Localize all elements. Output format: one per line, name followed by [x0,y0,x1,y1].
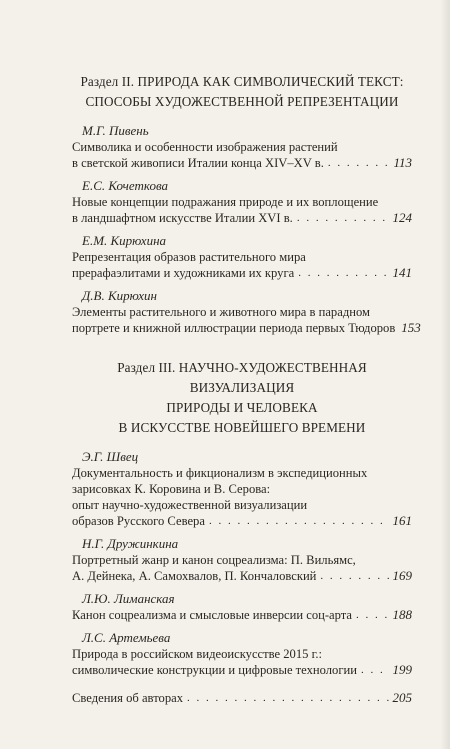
dot-leader [356,607,388,623]
entry-title-last-line [72,568,412,584]
entry-page-number: 199 [392,662,412,677]
entry-title-line: опыт научно-художественной визуализации [72,498,308,512]
entry-page-number: 188 [392,607,412,622]
entry-author: М.Г. Пивень [82,123,149,138]
entry-page-number: 113 [393,155,412,170]
section-2-subtitle: СПОСОБЫ ХУДОЖЕСТВЕННОЙ РЕПРЕЗЕНТАЦИИ [85,94,399,109]
toc-entry[interactable] [72,177,412,226]
section-3-subtitle-2: В ИСКУССТВЕ НОВЕЙШЕГО ВРЕМЕНИ [118,420,366,435]
entry-title-text: образов Русского Севера [72,514,205,528]
entry-title-line: зарисовках К. Коровина и В. Серова: [72,482,271,496]
section-3-entries [72,448,412,678]
entry-title-last-line [72,155,412,171]
entry-author: Е.С. Кочеткова [82,178,168,193]
entry-author: Н.Г. Дружинкина [82,536,179,551]
authors-info-page: 205 [392,690,412,705]
section-3-title: Раздел III. НАУЧНО-ХУДОЖЕСТВЕННАЯ ВИЗУАЛИЗАЦИЯ [117,360,367,395]
entry-title-last-line [72,210,412,226]
page-edge-shadow [440,0,450,749]
entry-page-number: 124 [392,210,412,225]
entry-author: Е.М. Кирюхина [82,233,167,248]
section-2-title: Раздел II. ПРИРОДА КАК СИМВОЛИЧЕСКИЙ ТЕКСТ: [80,74,404,89]
dot-leader [298,265,388,281]
entry-title-line: Новые концепции подражания природе и их воплощение [72,195,379,209]
entry-page-number: 141 [392,265,412,280]
entry-page-number: 169 [392,568,412,583]
entry-page-number: 153 [401,320,421,335]
toc-entry[interactable] [72,590,412,623]
toc-entry[interactable] [72,629,412,678]
toc-entry[interactable] [72,448,412,529]
toc-entry[interactable] [72,122,412,171]
entry-author: Л.С. Артемьева [82,630,171,645]
dot-leader [328,155,390,171]
section-gap [72,336,412,358]
entry-title-text: А. Дейнека, А. Самохвалов, П. Кончаловский [72,569,317,583]
entry-title-text: символические конструкции и цифровые технологии [72,663,358,677]
entry-title-line: Элементы растительного и животного мира в парадном [72,305,370,319]
entry-title-text: Канон соцреализма и смысловые инверсии соц-арта [72,608,353,622]
entry-title-text: в ландшафтном искусстве Италии XVI в. [72,211,293,225]
section-3-subtitle-1: ПРИРОДЫ И ЧЕЛОВЕКА [166,400,318,415]
entry-title-line: Природа в российском видеоискусстве 2015 г.: [72,647,322,661]
entry-title-last-line [72,320,421,336]
section-3-heading [72,358,412,438]
authors-info-entry[interactable] [72,690,412,706]
authors-info-line [72,690,412,706]
dot-leader [320,568,388,584]
entry-title-last-line [72,607,412,623]
section-2-entries [72,122,421,336]
toc-entry[interactable] [72,232,412,281]
entry-title-text: в светской живописи Италии конца XIV–XV в. [72,156,324,170]
dot-leader [297,210,389,226]
entry-title-line: Репрезентация образов растительного мира [72,250,306,264]
entry-page-number: 161 [392,513,412,528]
entry-title-text: портрете и книжной иллюстрации периода первых Тюдоров [72,321,396,335]
dot-leader [361,662,388,678]
entry-title-last-line [72,265,412,281]
entry-title-line: Документальность и фикционализм в экспедиционных [72,466,368,480]
entry-title-last-line [72,662,412,678]
entry-title-text: прерафаэлитами и художниками их круга [72,266,295,280]
entry-title-line: Символика и особенности изображения растений [72,140,338,154]
entry-author: Э.Г. Швец [82,449,139,464]
entry-author: Д.В. Кирюхин [82,288,157,303]
authors-info-text: Сведения об авторах [72,691,184,705]
dot-leader [187,690,388,706]
toc-entry[interactable] [72,535,412,584]
entry-author: Л.Ю. Лиманская [82,591,175,606]
toc-entry[interactable] [72,287,421,336]
entry-title-line: Портретный жанр и канон соцреализма: П. Вильямс, [72,553,356,567]
dot-leader [209,513,389,529]
section-2-heading [72,72,412,112]
entry-title-last-line [72,513,412,529]
